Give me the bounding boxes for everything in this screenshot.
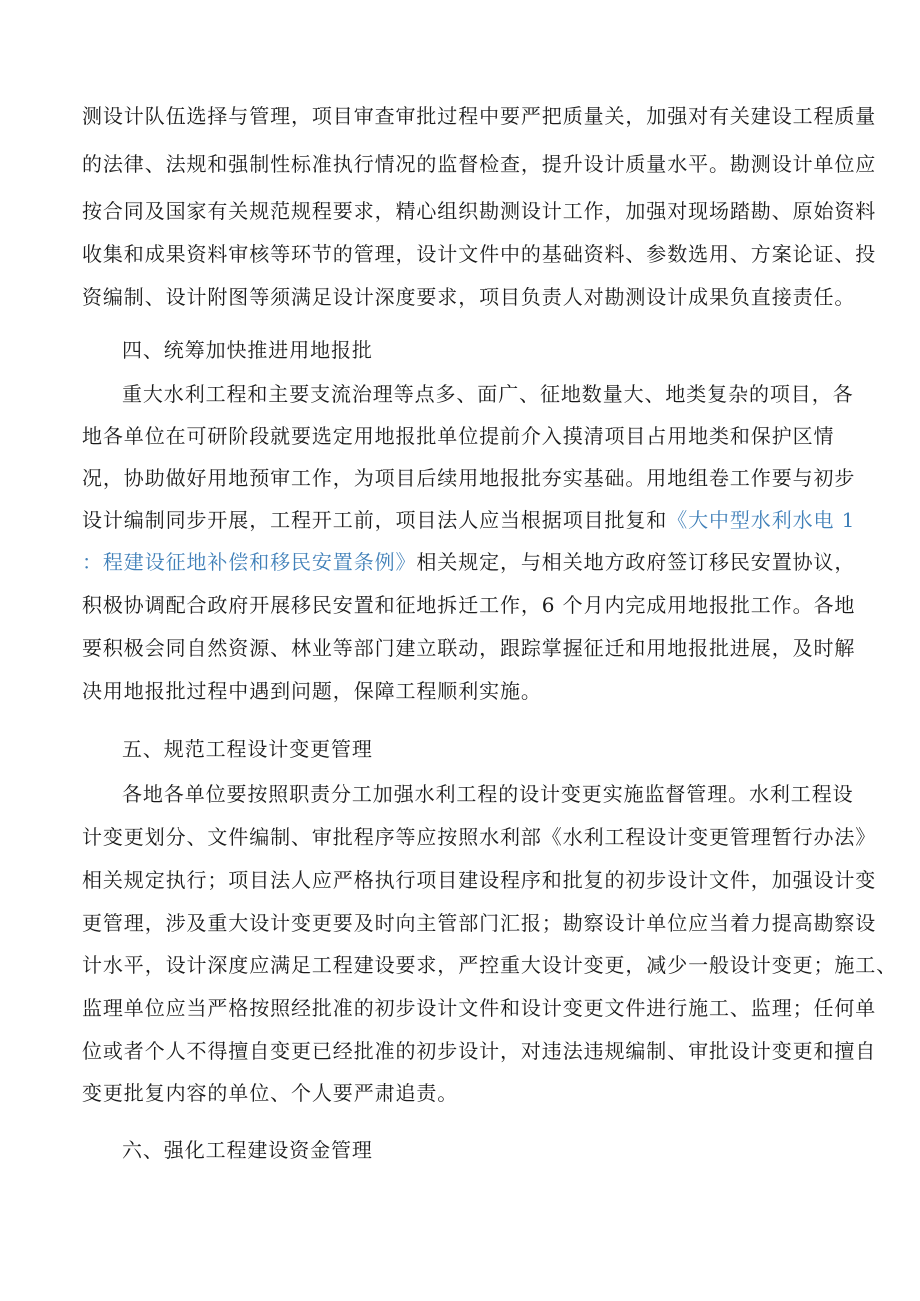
paragraph-line: 按合同及国家有关规范规程要求，精心组织勘测设计工作，加强对现场踏勘、原始资料 — [82, 199, 877, 223]
regulation-link-continued[interactable]: ：程建设征地补偿和移民安置条例》 — [82, 550, 417, 574]
paragraph-text: 设计编制同步开展，工程开工前，项目法人应当根据项目批复和 — [82, 508, 668, 532]
paragraph-line: 位或者个人不得擅自变更已经批准的初步设计，对违法违规编制、审批设计变更和擅自 — [82, 1039, 877, 1063]
regulation-link[interactable]: 《大中型水利水电 1 — [667, 508, 856, 532]
section-heading-4: 四、统筹加快推进用地报批 — [122, 338, 373, 362]
section-heading-5: 五、规范工程设计变更管理 — [122, 737, 373, 761]
paragraph-line: 收集和成果资料审核等环节的管理，设计文件中的基础资料、参数选用、方案论证、投 — [82, 242, 877, 266]
paragraph-line: 重大水利工程和主要支流治理等点多、面广、征地数量大、地类复杂的项目，各 — [122, 382, 854, 406]
paragraph-line: 变更批复内容的单位、个人要严肃追责。 — [82, 1081, 459, 1105]
paragraph-line: 监理单位应当严格按照经批准的初步设计文件和设计变更文件进行施工、监理；任何单 — [82, 996, 877, 1020]
paragraph-line: 测设计队伍选择与管理，项目审查审批过程中要严把质量关，加强对有关建设工程质量 — [82, 104, 877, 128]
paragraph-line: 地各单位在可研阶段就要选定用地报批单位提前介入摸清项目占用地类和保护区情 — [82, 424, 835, 448]
section-heading-6: 六、强化工程建设资金管理 — [122, 1138, 373, 1162]
paragraph-line: 资编制、设计附图等须满足设计深度要求，项目负责人对勘测设计成果负直接责任。 — [82, 285, 856, 309]
paragraph-text: 相关规定，与相关地方政府签订移民安置协议， — [416, 550, 856, 574]
paragraph-line: 计水平，设计深度应满足工程建设要求，严控重大设计变更，减少一般设计变更；施工、 — [82, 953, 898, 977]
paragraph-line: 的法律、法规和强制性标准执行情况的监督检查，提升设计质量水平。勘测设计单位应 — [82, 152, 877, 176]
paragraph-line: 积极协调配合政府开展移民安置和征地拆迁工作，6 个月内完成用地报批工作。各地 — [82, 593, 856, 617]
paragraph-line: 相关规定执行；项目法人应严格执行项目建设程序和批复的初步设计文件，加强设计变 — [82, 868, 877, 892]
paragraph-line: 况，协助做好用地预审工作，为项目后续用地报批夯实基础。用地组卷工作要与初步 — [82, 466, 856, 490]
paragraph-line: 决用地报批过程中遇到问题，保障工程顺利实施。 — [82, 679, 542, 703]
paragraph-line: 计变更划分、文件编制、审批程序等应按照水利部《水利工程设计变更管理暂行办法》 — [82, 825, 877, 849]
paragraph-line — [82, 548, 856, 576]
paragraph-line: 各地各单位要按照职责分工加强水利工程的设计变更实施监督管理。水利工程设 — [122, 782, 854, 806]
paragraph-line: 要积极会同自然资源、林业等部门建立联动，跟踪掌握征迁和用地报批进展，及时解 — [82, 636, 856, 660]
paragraph-line: 更管理，涉及重大设计变更要及时向主管部门汇报；勘察设计单位应当着力提高勘察设 — [82, 911, 877, 935]
paragraph-line — [82, 506, 856, 534]
